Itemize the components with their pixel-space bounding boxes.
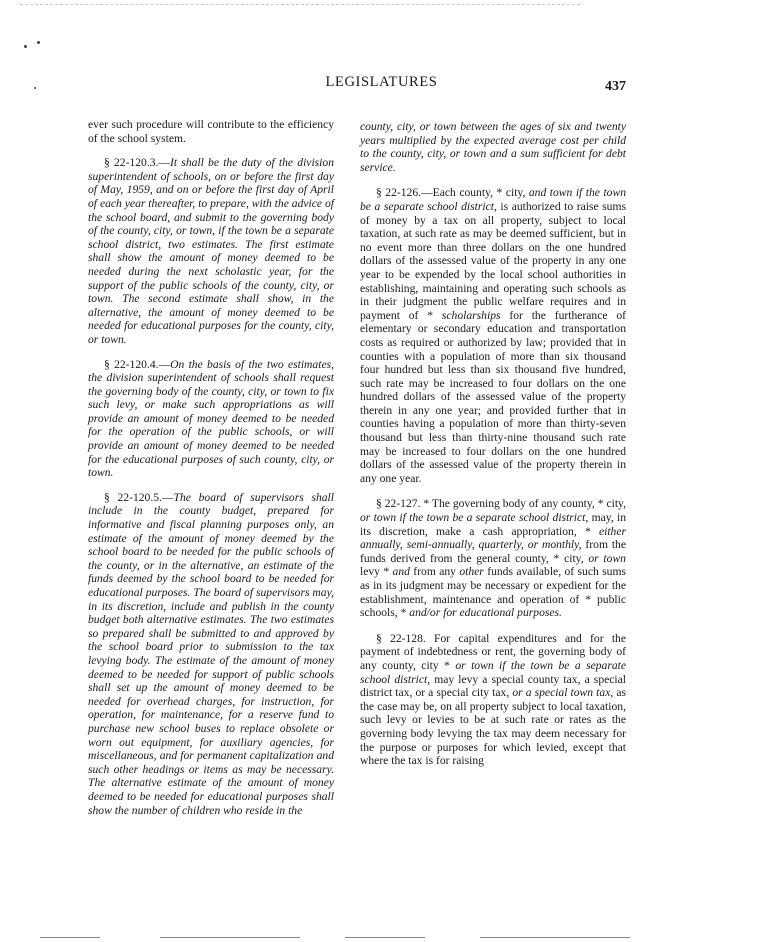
- paragraph: [360, 497, 626, 619]
- text-run: levy *: [360, 565, 393, 579]
- text-run: § 22-127. * The governing body of any county, * city,: [376, 497, 626, 511]
- text-run: § 22-120.4.—: [104, 357, 171, 371]
- italic-text-run: or town if the town be a separate school district,: [360, 511, 589, 525]
- italic-text-run: county, city, or town between the ages of six and twenty years multiplied by the expected average cost per child to the county, city, or town and a sum sufficient for debt service.: [360, 120, 626, 174]
- text-run: from any: [409, 565, 460, 579]
- paragraph: [88, 358, 334, 480]
- scan-speck: [24, 45, 27, 48]
- italic-text-run: scholarships: [441, 308, 501, 322]
- italic-text-run: and town if the town be a separate school district,: [360, 186, 626, 213]
- italic-text-run: other: [459, 565, 484, 579]
- italic-text-run: and: [392, 565, 410, 579]
- paragraph: [88, 491, 334, 817]
- italic-text-run: either annually, semi-annually, quarterly, or monthly,: [360, 524, 626, 552]
- text-run: as the case may be, on all property subject to local taxation, such levy or levies to be at such rate or rates as the governing body levying the tax may deem necessary for the purpose or purposes for which levied, except that where the tax is for raising: [360, 686, 626, 768]
- paragraph: [88, 156, 334, 346]
- bottom-edge-rule: [40, 937, 100, 938]
- italic-text-run: The board of supervisors shall include in the county budget, prepared for informative and fiscal planning purposes only, an estimate of the amount of money deemed by the school board to be needed for the public schools of the county, or in the alternative, an estimate of the funds deemed by the school board to be needed for educational purposes. The board of supervisors may, in its discretion, include and publish in the county budget both alternative estimates. The two estimates so prepared shall be submitted to and approved by the school board prior to submission to the tax levying body. The estimate of the amount of money deemed to be needed for support of public schools shall set up the amount of money deemed to be needed for overhead charges, for instruction, for operation, for maintenance, for a reserve fund to purchase new school buses to replace obsolete or worn out equipment, for auxiliary agencies, for miscellaneous, and for permanent capitalization and such other headings or items as may be necessary. The alternative estimate of the amount of money deemed to be needed for educational purposes shall show the number of children who reside in the: [88, 490, 334, 817]
- text-run: may levy a special county tax, a special district tax, or a special city tax,: [360, 672, 626, 700]
- text-run: funds available, of such sums as in its judgment may be necessary or expedient for the establishment, maintenance and operation of * public schools, *: [360, 565, 626, 620]
- bottom-edge-rule: [345, 937, 425, 938]
- text-run: § 22-120.5.—: [104, 490, 174, 504]
- running-header-title: LEGISLATURES: [325, 74, 438, 90]
- text-run: ever such procedure will contribute to the efficiency of the school system.: [88, 118, 334, 145]
- page-number: 437: [605, 79, 626, 94]
- text-run: may, in its discretion, make a cash appropriation, *: [360, 511, 626, 538]
- right-text-column: [360, 120, 626, 768]
- text-run: is authorized to raise sums of money by a tax on all property, subject to local taxation, at such rate as may be deemed sufficient, but in no event more than three dollars on the one hundred dollars of the assessed value of the property in any one year to be expended by the local school authorities in establishing, maintaining and operating such schools as in their judgment the public welfare requires and in payment of *: [360, 199, 626, 322]
- text-run: § 22-128. For capital expenditures and for the payment of indebtedness or rent, the governing body of any county, city *: [360, 631, 626, 672]
- text-run: from the funds derived from the general county, * city,: [360, 538, 626, 565]
- text-run: § 22-120.3.—: [104, 156, 171, 170]
- italic-text-run: It shall be the duty of the division superintendent of schools, on or before the first day of May, 1959, and on or before the first day of April of each year thereafter, to prepare, with the advice of the school board, and submit to the governing body of the county, city, or town, if the town be a separate school district, two estimates. The first estimate shall show the amount of money deemed to be needed during the next scholastic year, for the support of the public schools of the county, city, or town. The second estimate shall show, in the alternative, the amount of money deemed to be needed for educational purposes for the county, city, or town.: [88, 156, 334, 346]
- text-run: for the furtherance of elementary or secondary education and transportation costs as required or authorized by law; provided that in counties with a population of more than six thousand four hundred but less than six thousand five hundred, such rate may be increased to four dollars on the one hundred dollars of the assessed value of the property therein in any one year; and provided further that in counties having a population of more than thirty-seven thousand but less than thirty-nine thousand such rate may be increased to four dollars on the one hundred dollars of the assessed value of the property therein in any one year.: [360, 308, 626, 485]
- italic-text-run: or town: [588, 551, 626, 565]
- left-text-column: [88, 118, 334, 817]
- italic-text-run: or town if the town be a separate school district,: [360, 658, 627, 686]
- scan-speck: [37, 41, 40, 44]
- paragraph: [360, 186, 626, 485]
- italic-text-run: or a special town tax,: [512, 686, 614, 700]
- paragraph: [88, 118, 334, 145]
- bottom-edge-rule: [160, 937, 300, 938]
- paragraph: [360, 632, 626, 768]
- top-edge-rule: [20, 4, 580, 5]
- text-run: § 22-126.—Each county, * city,: [376, 186, 529, 200]
- paragraph: [360, 120, 626, 174]
- italic-text-run: and/or for educational purposes.: [409, 606, 562, 620]
- bottom-edge-rule: [480, 937, 630, 938]
- italic-text-run: On the basis of the two estimates, the division superintendent of schools shall request the governing body of the county, city, or town to fix such levy, or make such appropriations as will provide an amount of money deemed to be needed for the operation of the public schools, or will provide an amount of money deemed to be needed for the educational purposes of such county, city, or town.: [88, 357, 334, 480]
